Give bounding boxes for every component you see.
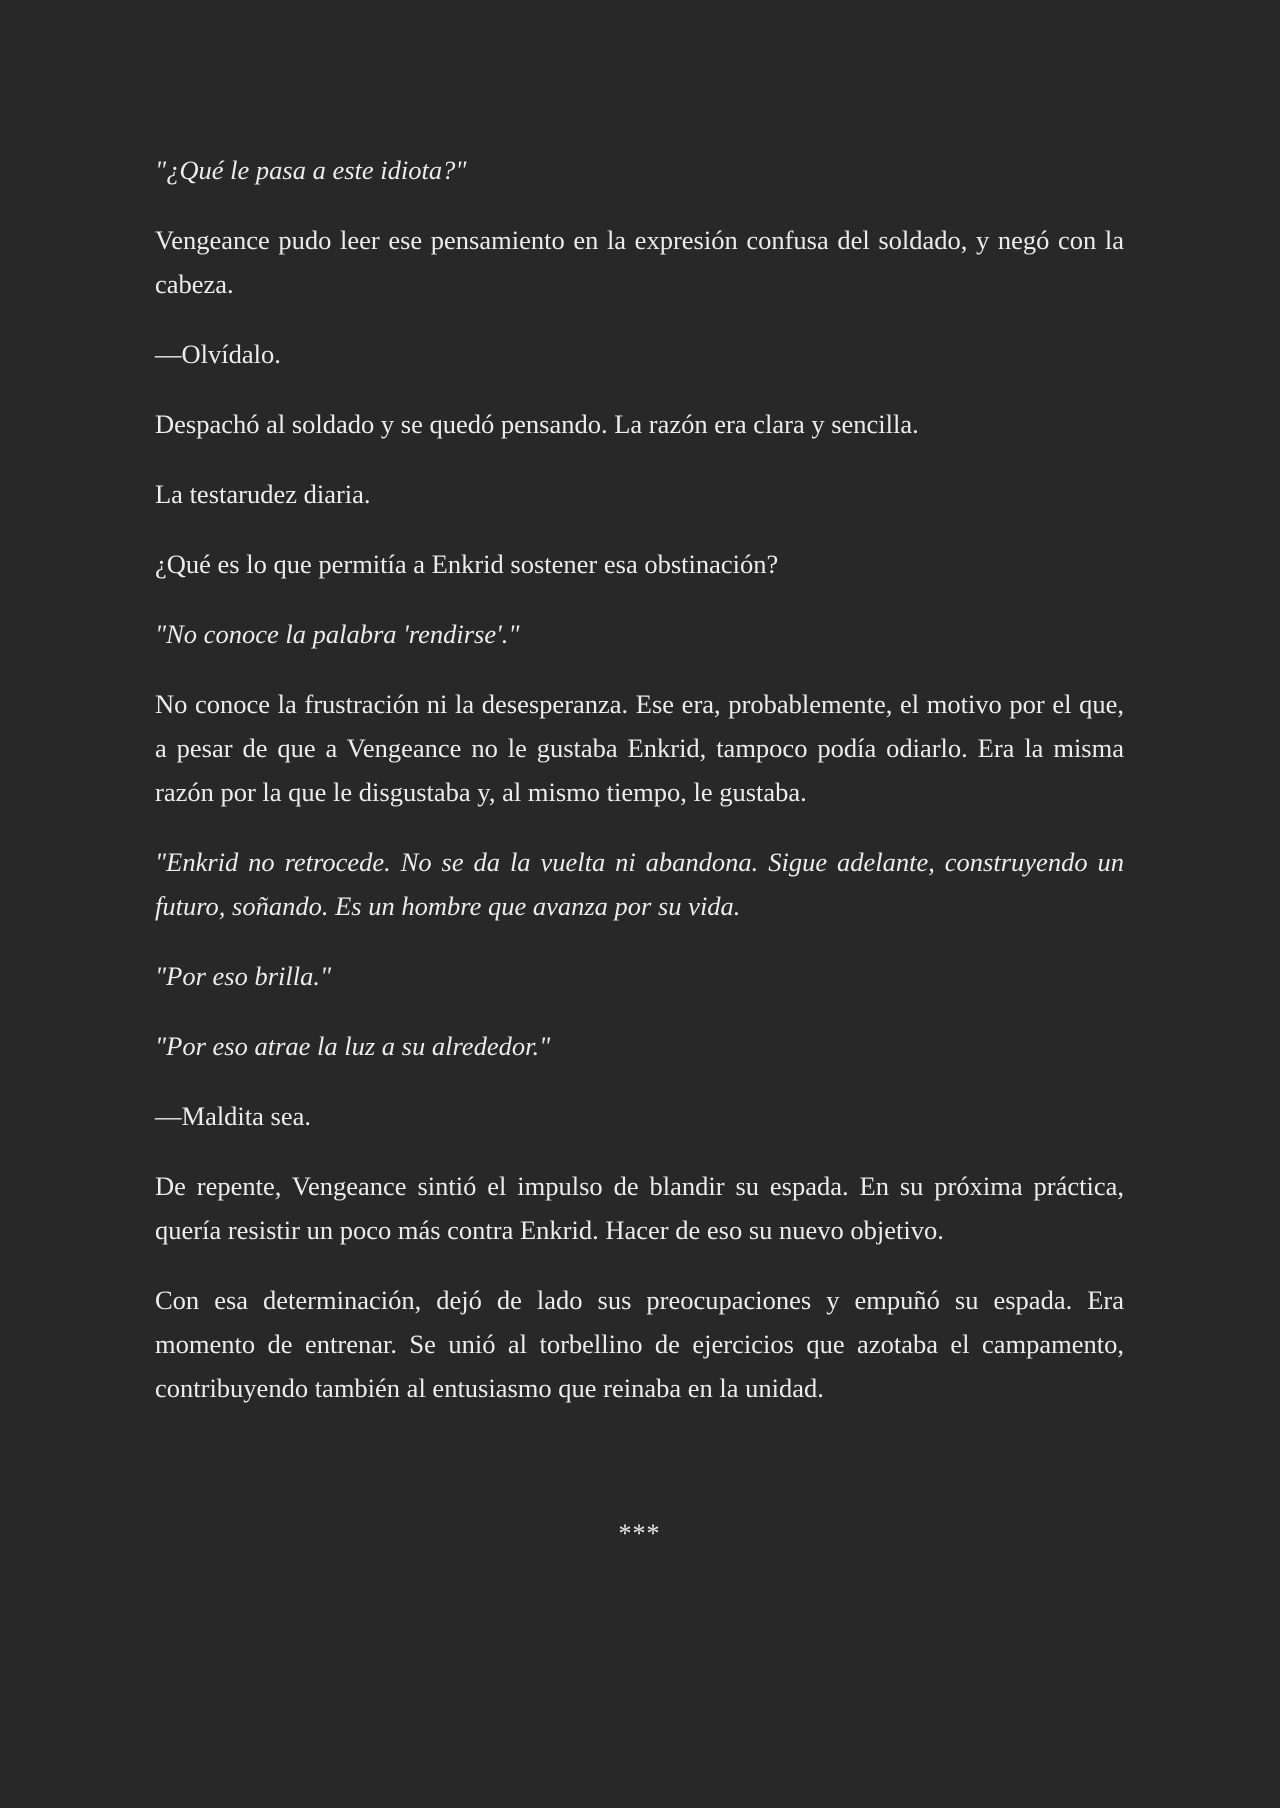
paragraph-question-obstinacy: ¿Qué es lo que permitía a Enkrid sostener esa obstinación? <box>155 549 779 579</box>
paragraph-determination-training: Con esa determinación, dejó de lado sus preocupaciones y empuñó su espada. Era momento de entrenar. Se unió al torbellino de ejercicios que azotaba el campamento, contribuyendo también al entusiasmo que reinaba en la unidad. <box>155 1285 1124 1403</box>
paragraph-thought-attracts-light: "Por eso atrae la luz a su alrededor." <box>155 1031 551 1061</box>
paragraph-thought-shines: "Por eso brilla." <box>155 961 332 991</box>
paragraph-thought-enkrid-advances: "Enkrid no retrocede. No se da la vuelta ni abandona. Sigue adelante, construyendo un futuro, soñando. Es un hombre que avanza por su vida. <box>155 847 1124 921</box>
paragraph-dialogue-damn-it: —Maldita sea. <box>155 1101 312 1131</box>
paragraph-thought-idiot: "¿Qué le pasa a este idiota?" <box>155 155 467 185</box>
paragraph-urge-to-swing-sword: De repente, Vengeance sintió el impulso de blandir su espada. En su próxima práctica, quería resistir un poco más contra Enkrid. Hacer de eso su nuevo objetivo. <box>155 1171 1124 1245</box>
paragraph-no-frustration: No conoce la frustración ni la desesperanza. Ese era, probablemente, el motivo por el que, a pesar de que a Vengeance no le gustaba Enkrid, tampoco podía odiarlo. Era la misma razón por la que le disgustaba y, al mismo tiempo, le gustaba. <box>155 689 1124 807</box>
chapter-text <box>155 148 1124 1556</box>
paragraph-dismissed-soldier: Despachó al soldado y se quedó pensando. La razón era clara y sencilla. <box>155 409 919 439</box>
paragraph-vengeance-reads-thought: Vengeance pudo leer ese pensamiento en la expresión confusa del soldado, y negó con la cabeza. <box>155 225 1124 299</box>
paragraph-thought-never-surrender: "No conoce la palabra 'rendirse'." <box>155 619 520 649</box>
paragraph-daily-stubbornness: La testarudez diaria. <box>155 479 371 509</box>
scene-separator: *** <box>618 1519 661 1548</box>
paragraph-dialogue-forget-it: —Olvídalo. <box>155 339 281 369</box>
